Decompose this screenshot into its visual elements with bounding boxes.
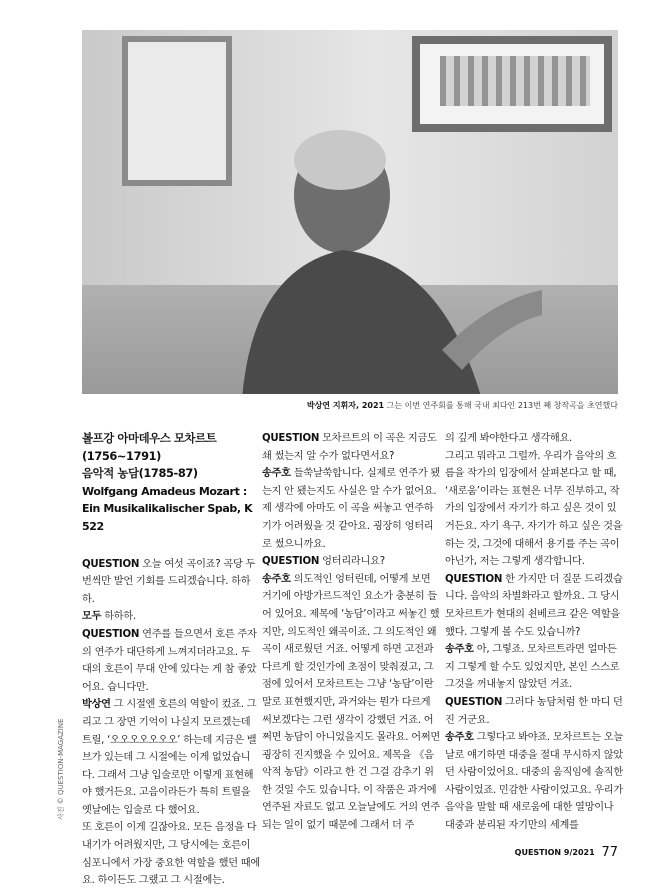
paragraph-text: 들쑥날쑥합니다. 실제로 연주가 됐는지 안 됐는지도 사실은 알 수가 없어요. 제 생각에 아마도 이 곡을 써놓고 연주하기가 어려웠을 것 같아요. 굉장히 엉터리로 썼으니까요.: [262, 468, 441, 550]
paragraph: [82, 696, 260, 819]
caption-text: 그는 이번 연주회를 통해 국내 최다인 213번 째 창작곡을 초연했다: [386, 401, 618, 410]
speaker: 송주호: [445, 644, 474, 656]
paragraph: [262, 465, 440, 553]
paragraph: [445, 694, 623, 729]
photo-credit: 사진 © QUESTION-MAGAZINE: [57, 718, 65, 820]
speaker: QUESTION: [82, 558, 140, 570]
speaker: 송주호: [262, 468, 291, 480]
paragraph-text: 그 시절엔 호른의 역할이 컸죠. 그리고 그 장면 기억이 나실지 모르겠는데 트릴, ‘오오오오오오오’ 하는데 지금은 밸브가 있는데 그 시절에는 이게 없었습니다. 그래서 그냥 입술로만 이렇게 표현해야 했거든요. 고음이라든가 특히 트릴을 옛날에는 입술로 다 했어요.: [82, 699, 257, 816]
speaker: QUESTION: [445, 573, 503, 585]
paragraph-text: 한 가지만 더 질문 드리겠습니다. 음악의 차별화라고 할까요. 그 당시 모차르트가 현대의 쇤베르크 같은 역할을 했다. 그렇게 볼 수도 있습니까?: [445, 573, 623, 638]
paragraph-text: 의도적인 엉터린데, 어떻게 보면 거기에 아방가르드적인 요소가 충분히 들어 있어요. 제목에 ‘농담’이라고 써놓긴 했지만, 의도적인 왜곡이죠. 그 의도적인 왜곡이 새로웠던 거죠. 어떻게 하면 고전과 다르게 할 것인가에 초점이 맞춰졌고, 그 점에 있어서 모차르트는 그냥 ‘농담’이란 말로 표현했지만, 과거와는 뭔가 다르게 써보겠다는 그런 생각이 강했던 거죠. 어쩌면 농담이 아니었을지도 몰라요. 어쩌면 굉장히 진지했을 수 있어요. 제목을 《음악적 농담》이라고 한 건 그걸 감추기 위한 것일 수도 있습니다. 이 작품은 과거에 연주된 자료도 없고 오늘날에도 거의 연주되는 일이 없기 때문에 그래서 더 주: [262, 573, 440, 832]
column-1: [82, 430, 260, 890]
speaker: QUESTION: [262, 433, 320, 444]
speaker: 박상연: [82, 699, 111, 711]
paragraph-text: 하하하.: [104, 611, 136, 623]
page-number: 77: [601, 845, 618, 860]
issue-label: QUESTION 9/2021: [514, 848, 595, 857]
paragraph: [82, 626, 260, 696]
speaker: QUESTION: [262, 556, 320, 568]
paragraph-text: 아, 그렇죠. 모차르트라면 얼마든지 그렇게 할 수도 있었지만, 본인 스스로 그것을 꺼내놓지 않았던 거죠.: [445, 644, 620, 691]
page-footer: [515, 845, 618, 860]
paragraph-text: 그렇다고 봐야죠. 모차르트는 오늘날로 얘기하면 대중을 절대 무시하지 않았던 사람이었어요. 대중의 움직임에 솔직한 사람이었죠. 민감한 사람이었고요. 우리가 음악을 말할 때 새로움에 대한 열망이나 대중과 분리된 자기만의 세계를: [445, 732, 624, 832]
title-en-1: Wolfgang Amadeus Mozart :: [82, 484, 247, 498]
speaker: 송주호: [445, 732, 474, 744]
title-en-2: Ein Musikalikalischer Spab, K 522: [82, 502, 253, 533]
paragraph-text: 그리고 뭐라고 그럴까. 우리가 음악의 흐름을 작가의 입장에서 살펴본다고 할 때, ‘새로움’이라는 표현은 너무 진부하고, 작가의 입장에서 자기가 하고 싶은 것이 있거든요. 자기 욕구. 자기가 하고 싶은 것을 하는 것, 그것에 대해서 용기를 주는 곡이 아닌가, 저는 그렇게 생각합니다.: [445, 450, 623, 568]
paragraph-text: 모차르트의 이 곡은 지금도 쇄 썼는지 알 수가 없다면서요?: [262, 433, 437, 462]
interview-photo: [82, 30, 618, 394]
paragraph: [445, 729, 623, 835]
column-3: [445, 430, 623, 835]
paragraph-text: 또 호른이 이게 길잖아요. 모든 음정을 다 내기가 어려웠지만, 그 당시에는 호른이 심포니에서 가장 중요한 역할을 했던 때에요. 하이든도 그랬고 그 시절에는.: [82, 822, 260, 887]
title-ko-2: 음악적 농담(1785-87): [82, 466, 198, 481]
speaker: QUESTION: [445, 696, 503, 708]
heading-gap: [82, 536, 260, 556]
paragraph: [445, 448, 623, 571]
caption-name: 박상연 지휘자, 2021: [306, 401, 385, 410]
paragraph: [445, 430, 623, 448]
paragraph: [445, 571, 623, 641]
paragraph: [82, 556, 260, 609]
paragraph-text: 연주를 들으면서 호른 주자의 연주가 대단하게 느껴지더라고요. 두 대의 호른이 무대 안에 있다는 게 참 좋았어요. 습니다만.: [82, 628, 257, 693]
speaker: QUESTION: [82, 628, 140, 640]
paragraph-text: 오늘 여섯 곡이죠? 곡당 두 번씩만 발언 기회를 드리겠습니다. 하하하.: [82, 558, 256, 605]
paragraph: [445, 641, 623, 694]
paragraph-text: 그러다 농담처럼 한 마디 던진 거군요.: [445, 696, 623, 726]
paragraph: [82, 819, 260, 889]
column-2: [262, 430, 440, 835]
photo-subject: [212, 100, 542, 394]
paragraph: [82, 608, 260, 626]
speaker: 송주호: [262, 573, 291, 585]
paragraph: [262, 571, 440, 835]
paragraph: [262, 430, 440, 465]
photo-caption: [82, 400, 618, 411]
paragraph-text: 의 깊게 봐야한다고 생각해요.: [445, 433, 573, 444]
paragraph: [262, 553, 440, 571]
photo-frame-art: [440, 56, 590, 106]
speaker: 모두: [82, 611, 102, 623]
title-ko-1: 볼프강 아마데우스 모차르트(1756~1791): [82, 431, 217, 463]
paragraph-text: 엉터리라니요?: [322, 556, 385, 568]
